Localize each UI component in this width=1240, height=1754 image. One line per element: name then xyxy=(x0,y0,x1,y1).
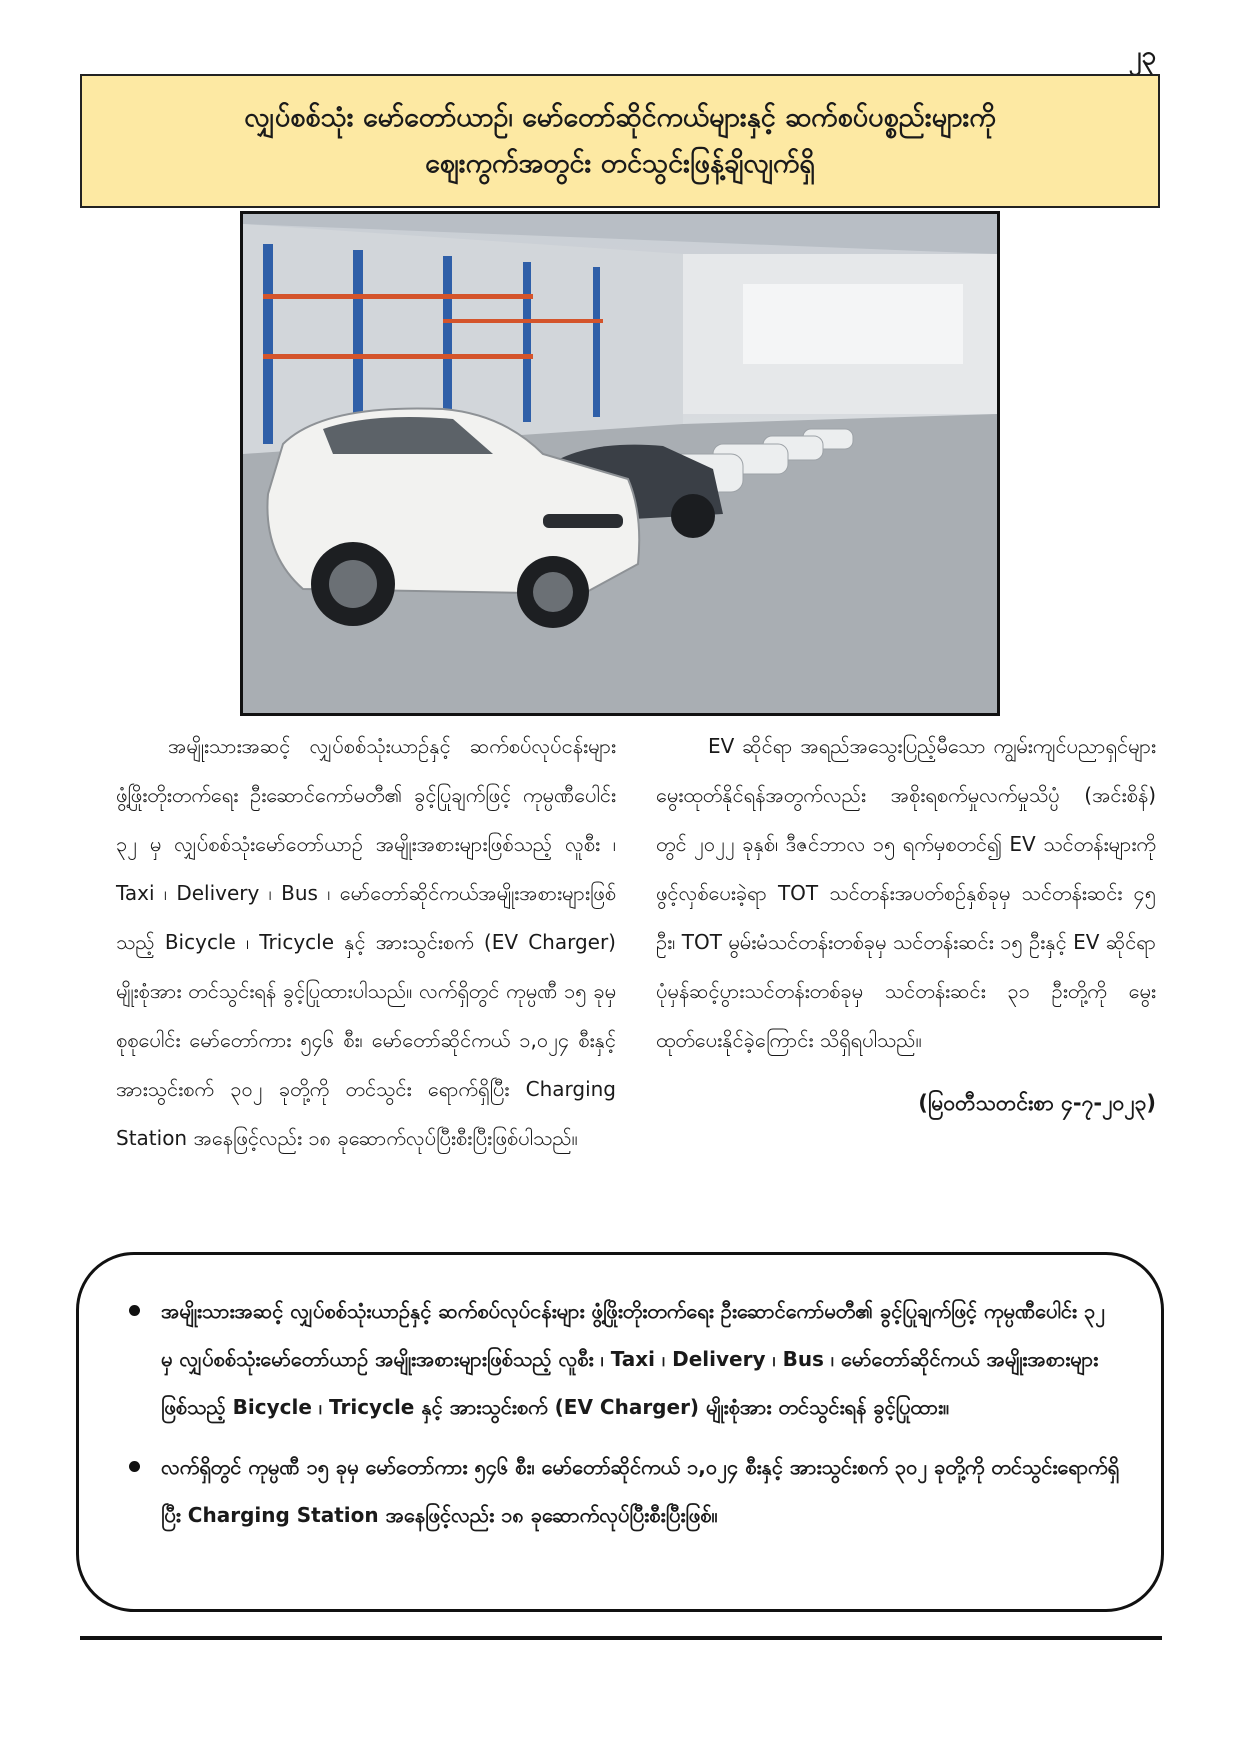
headline-line-2: ဈေးကွက်အတွင်း တင်သွင်းဖြန့်ချိလျက်ရှိ xyxy=(425,148,815,179)
article-paragraph-right: EV ဆိုင်ရာ အရည်အသွေးပြည့်မီသော ကျွမ်းကျင်ပညာရှင်များ မွေးထုတ်နိုင်ရန်အတွက်လည်း အစိုးရစက်မှုလက်မှုသိပ္ပံ (အင်းစိန်) တွင် ၂၀၂၂ ခုနှစ်၊ ဒီဇင်ဘာလ ၁၅ ရက်မှစတင်၍ EV သင်တန်းများကို ဖွင့်လှစ်ပေးခဲ့ရာ TOT သင်တန်းအပတ်စဉ်နှစ်ခုမှ သင်တန်းဆင်း ၄၅ ဦး၊ TOT မွမ်းမံသင်တန်းတစ်ခုမှ သင်တန်းဆင်း ၁၅ ဦးနှင့် EV ဆိုင်ရာ ပုံမှန်ဆင့်ပွားသင်တန်းတစ်ခုမှ သင်တန်းဆင်း ၃၁ ဦးတို့ကို မွေးထုတ်ပေးနိုင်ခဲ့ကြောင်း သိရှိရပါသည်။ xyxy=(656,734,1156,1052)
article-body xyxy=(116,722,1156,1163)
summary-list xyxy=(129,1287,1121,1539)
bullet-dot-icon xyxy=(129,1461,140,1472)
bottom-divider xyxy=(80,1636,1162,1640)
summary-bullet-text: လက်ရှိတွင် ကုမ္ပဏီ ၁၅ ခုမှ မော်တော်ကား ၅၄၆ စီး၊ မော်တော်ဆိုင်ကယ် ၁,၀၂၄ စီးနှင့် အားသွင်းစက် ၃၀၂ ခုတို့ကို တင်သွင်းရောက်ရှိပြီး Charging Station အနေဖြင့်လည်း ၁၈ ခုဆောက်လုပ်ပြီးစီးပြီးဖြစ်။ xyxy=(161,1455,1120,1527)
summary-bullet-item xyxy=(129,1287,1121,1431)
warehouse-cars-illustration xyxy=(243,214,997,713)
headline-line-1: လျှပ်စစ်သုံး မော်တော်ယာဉ်၊ မော်တော်ဆိုင်ကယ်များနှင့် ဆက်စပ်ပစ္စည်းများကို xyxy=(244,102,996,134)
article-column-right xyxy=(656,722,1156,1163)
summary-bullet-text: အမျိုးသားအဆင့် လျှပ်စစ်သုံးယာဉ်နှင့် ဆက်စပ်လုပ်ငန်းများ ဖွံ့ဖြိုးတိုးတက်ရေး ဦးဆောင်ကော်မတီ၏ ခွင့်ပြုချက်ဖြင့် ကုမ္ပဏီပေါင်း ၃၂ မှ လျှပ်စစ်သုံးမော်တော်ယာဉ် အမျိုးအစားများဖြစ်သည့် လူစီး ၊ Taxi ၊ Delivery ၊ Bus ၊ မော်တော်ဆိုင်ကယ် အမျိုးအစားများဖြစ်သည့် Bicycle ၊ Tricycle နှင့် အားသွင်းစက် (EV Charger) မျိုးစုံအား တင်သွင်းရန် ခွင့်ပြုထား။ xyxy=(161,1299,1106,1419)
ev-warehouse-photo xyxy=(240,211,1000,716)
headline-box xyxy=(80,74,1160,208)
bullet-dot-icon xyxy=(129,1305,140,1316)
page-number: ၂၃ xyxy=(1128,41,1156,71)
article-paragraph-left: အမျိုးသားအဆင့် လျှပ်စစ်သုံးယာဉ်နှင့် ဆက်စပ်လုပ်ငန်းများ ဖွံ့ဖြိုးတိုးတက်ရေး ဦးဆောင်ကော်မတီ၏ ခွင့်ပြုချက်ဖြင့် ကုမ္ပဏီပေါင်း ၃၂ မှ လျှပ်စစ်သုံးမော်တော်ယာဉ် အမျိုးအစားများဖြစ်သည့် လူစီး ၊ Taxi ၊ Delivery ၊ Bus ၊ မော်တော်ဆိုင်ကယ်အမျိုးအစားများဖြစ်သည့် Bicycle ၊ Tricycle နှင့် အားသွင်းစက် (EV Charger) မျိုးစုံအား တင်သွင်းရန် ခွင့်ပြုထားပါသည်။ လက်ရှိတွင် ကုမ္ပဏီ ၁၅ ခုမှ စုစုပေါင်း မော်တော်ကား ၅၄၆ စီး၊ မော်တော်ဆိုင်ကယ် ၁,၀၂၄ စီးနှင့် အားသွင်းစက် ၃၀၂ ခုတို့ကို တင်သွင်း ရောက်ရှိပြီး Charging Station အနေဖြင့်လည်း ၁၈ ခုဆောက်လုပ်ပြီးစီးပြီးဖြစ်ပါသည်။ xyxy=(116,734,616,1150)
article-column-left xyxy=(116,722,616,1163)
summary-box xyxy=(76,1252,1164,1612)
source-citation: (မြဝတီသတင်းစာ ၄-၇-၂၀၂၃) xyxy=(918,1091,1156,1115)
summary-bullet-item xyxy=(129,1443,1121,1539)
